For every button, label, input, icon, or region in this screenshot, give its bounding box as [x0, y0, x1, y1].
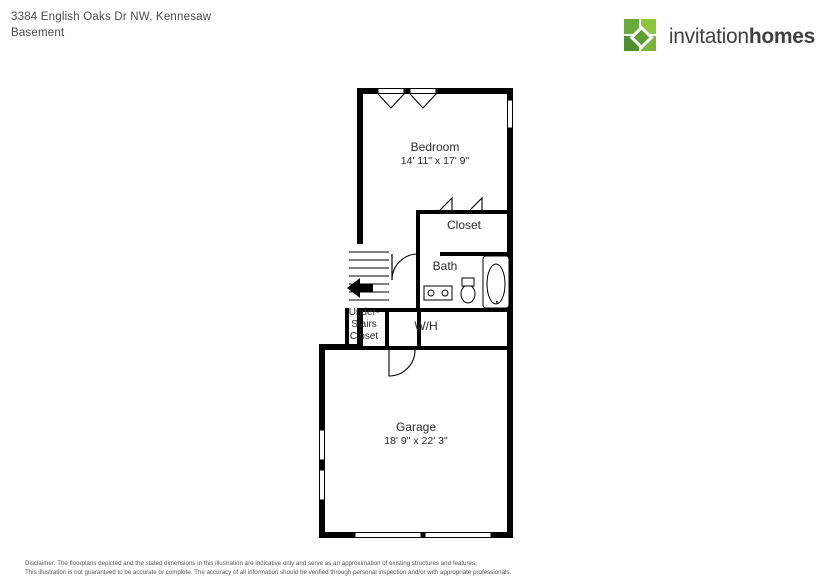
under-stairs-line-2: Stairs	[351, 319, 377, 330]
brand-word-homes: homes	[748, 25, 815, 48]
room-name-garage: Garage	[395, 420, 437, 434]
under-stairs-line-3: Closet	[349, 331, 379, 342]
room-label-wh	[398, 319, 454, 333]
room-label-under-stairs-closet	[336, 307, 392, 343]
property-address: 3384 English Oaks Dr NW, Kennesaw	[11, 11, 212, 23]
room-label-garage	[341, 420, 491, 448]
disclaimer-line-2: This illustration is not guaranteed to be accurate or complete. The accuracy of all information should be verified through personal inspection and/or with appropriate professionals.	[25, 569, 512, 576]
room-dims-garage: 18' 9" x 22' 3"	[384, 435, 448, 447]
water-heater	[497, 302, 498, 303]
room-label-bath	[410, 259, 480, 273]
invitation-homes-logo-icon	[624, 19, 660, 55]
room-name-bedroom: Bedroom	[410, 140, 460, 154]
under-stairs-line-1: Under-	[348, 307, 380, 318]
room-name-closet: Closet	[446, 218, 481, 232]
room-name-wh: W/H	[414, 319, 438, 333]
brand-word-invitation: invitation	[668, 25, 749, 48]
room-label-bedroom	[360, 140, 510, 168]
floorplan-diagram	[0, 70, 831, 550]
page-title	[11, 9, 511, 41]
doors	[378, 94, 482, 376]
disclaimer-text	[25, 559, 725, 577]
room-label-closet	[417, 218, 511, 232]
room-dims-bedroom: 14' 11" x 17' 9"	[400, 155, 470, 167]
staircase	[349, 244, 389, 308]
brand-wordmark	[669, 25, 815, 49]
floor-level-label: Basement	[11, 27, 65, 39]
room-name-bath: Bath	[432, 259, 458, 273]
disclaimer-line-1: Disclaimer: The floorplans depicted and the stated dimensions in this illustration are indicative only and serve as an approximation of existing structures and features.	[25, 560, 477, 567]
brand-logo	[624, 19, 815, 55]
